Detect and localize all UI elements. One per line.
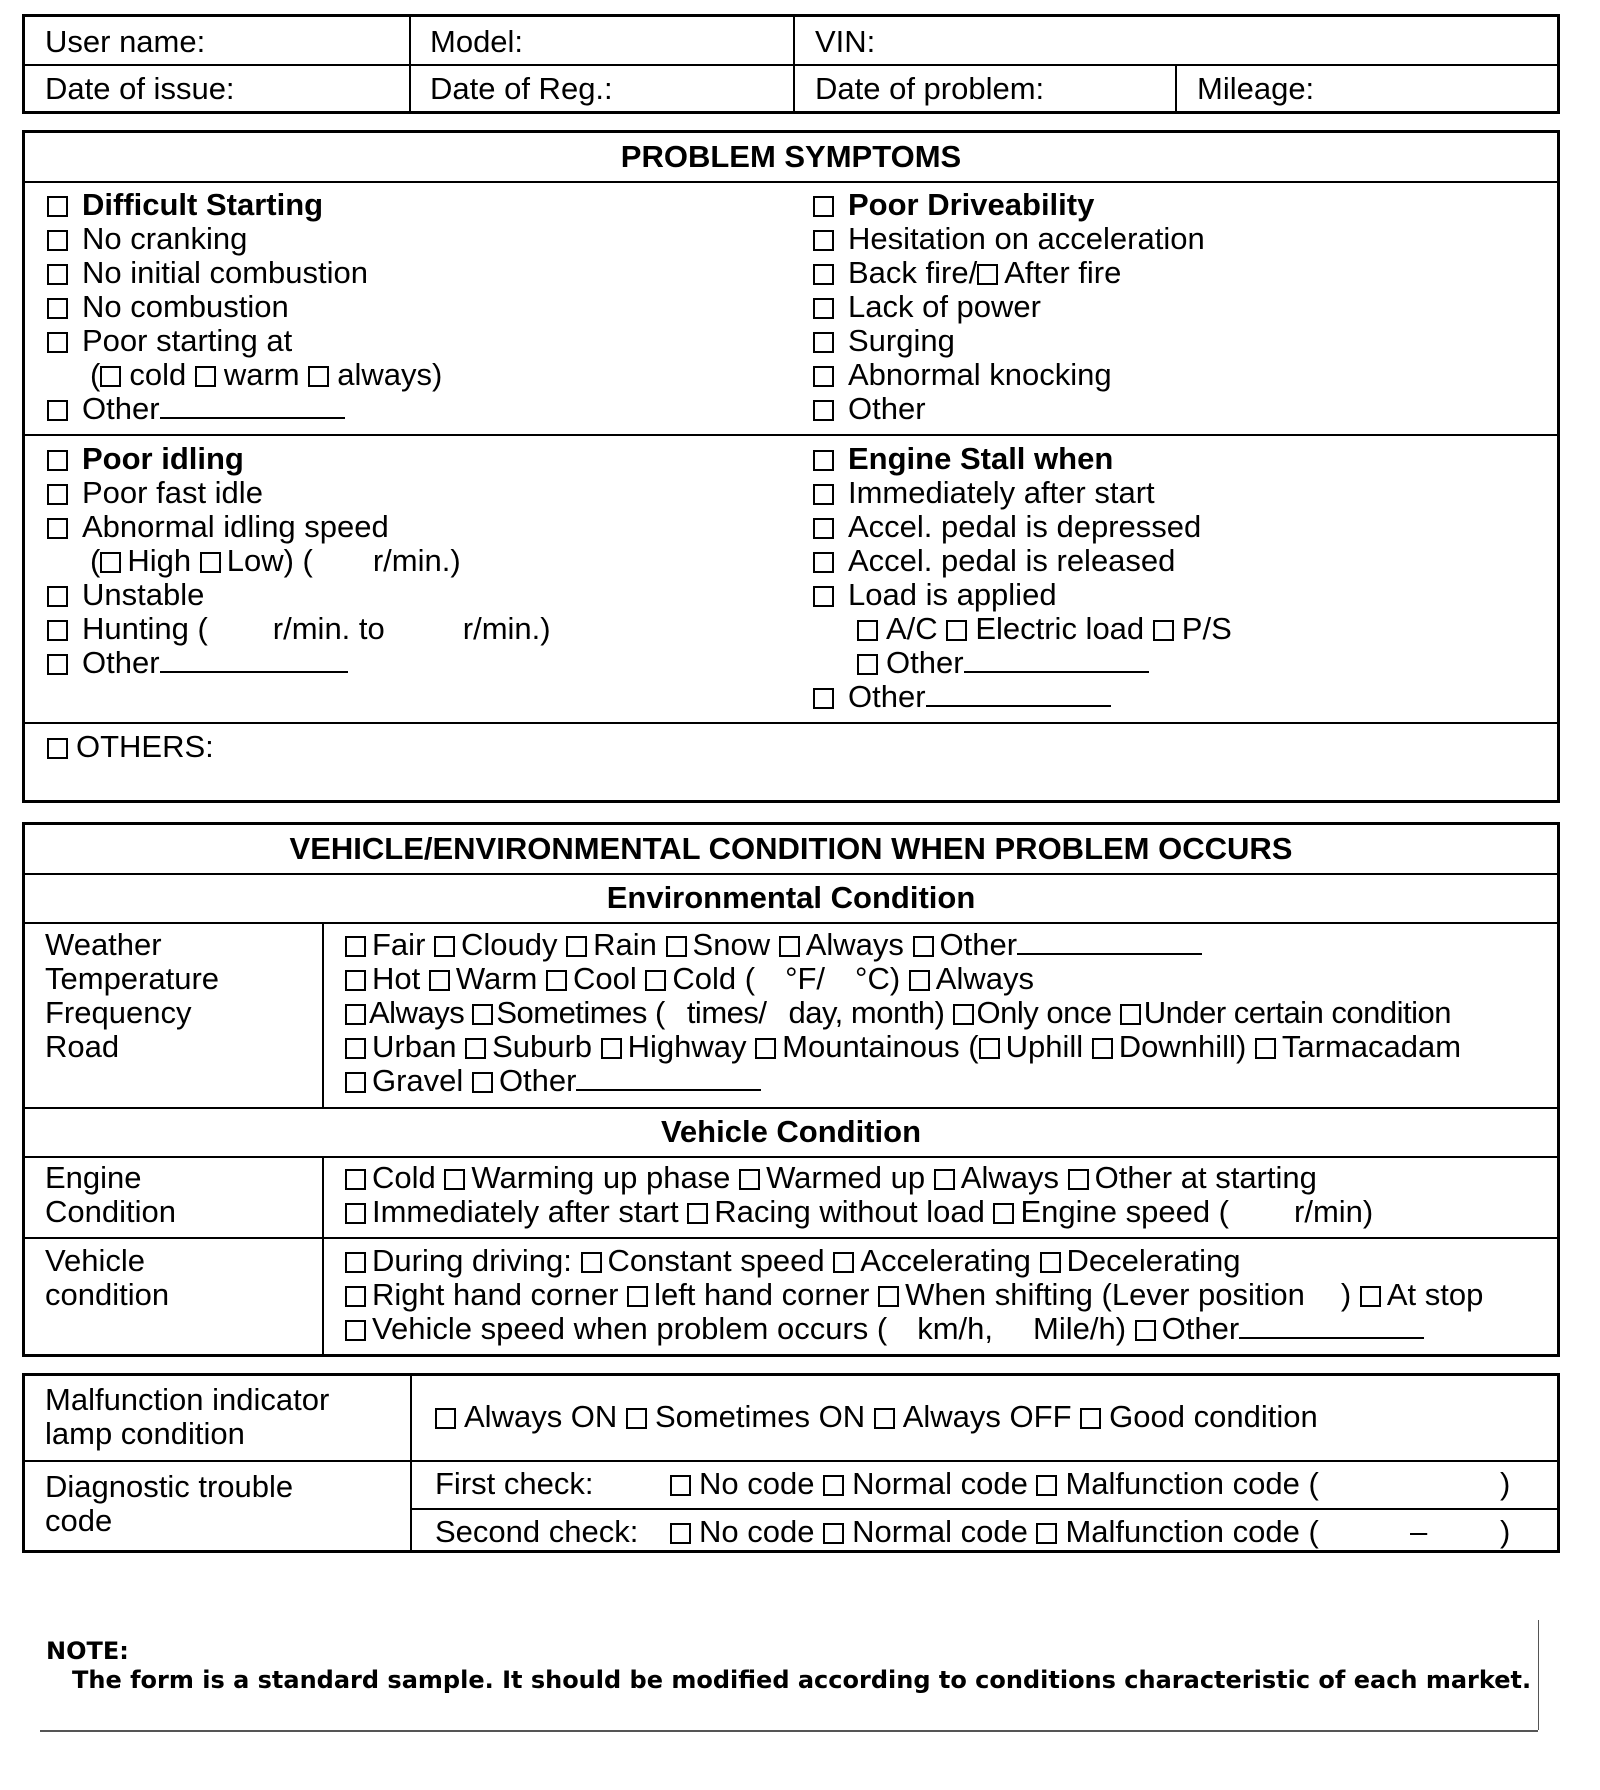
others[interactable]: OTHERS:: [47, 730, 214, 764]
checkbox[interactable]: [47, 298, 68, 319]
road-label: Road: [45, 1029, 120, 1064]
checkbox[interactable]: [47, 738, 68, 759]
checkbox[interactable]: [47, 450, 68, 471]
model-field[interactable]: Model:: [430, 24, 524, 59]
checkbox[interactable]: [813, 450, 834, 471]
problem-symptoms-table: [22, 130, 1560, 803]
env-condition-title: Environmental Condition: [606, 880, 976, 915]
checkbox-always-on[interactable]: [435, 1408, 456, 1429]
stall-immediately[interactable]: Immediately after start: [813, 476, 1155, 510]
checkbox-suburb[interactable]: [465, 1038, 486, 1059]
poor-starting-at[interactable]: Poor starting at: [47, 324, 292, 358]
checkbox[interactable]: [813, 552, 834, 573]
checkbox-uphill[interactable]: [979, 1038, 1000, 1059]
date-of-issue-field[interactable]: Date of issue:: [45, 71, 235, 106]
vin-field[interactable]: VIN:: [815, 24, 876, 59]
checkbox[interactable]: [813, 688, 834, 709]
checkbox-malfunction-code[interactable]: [1036, 1523, 1057, 1544]
checkbox-warm[interactable]: [195, 366, 216, 387]
idling-other[interactable]: Other: [47, 646, 348, 680]
no-initial-combustion[interactable]: No initial combustion: [47, 256, 368, 290]
poor-starting-options: ( cold warm always): [90, 357, 443, 392]
weather-label: Weather: [45, 927, 162, 962]
dtc-label-2: code: [45, 1503, 113, 1538]
checkbox[interactable]: [813, 264, 834, 285]
header-table: [22, 14, 1560, 114]
checkbox-during[interactable]: [345, 1252, 366, 1273]
vehicle-label-2: condition: [45, 1277, 170, 1312]
checkbox-ac[interactable]: [857, 620, 878, 641]
unstable[interactable]: Unstable: [47, 578, 204, 612]
idling-speed-options: ( High Low) ( r/min.): [90, 543, 461, 578]
checkbox-fair[interactable]: [345, 936, 366, 957]
checkbox-mountainous[interactable]: [755, 1038, 776, 1059]
mileage-field[interactable]: Mileage:: [1197, 71, 1315, 106]
checkbox-cloudy[interactable]: [434, 936, 455, 957]
note-text: The form is a standard sample. It should be modified according to conditions characteristic of each market.: [72, 1666, 1532, 1694]
checkbox-ps[interactable]: [1153, 620, 1174, 641]
checkbox-constant[interactable]: [581, 1252, 602, 1273]
checkbox[interactable]: [47, 620, 68, 641]
checkbox-other[interactable]: [913, 936, 934, 957]
checkbox-hot[interactable]: [345, 970, 366, 991]
temperature-options: Hot Warm Cool Cold ( °F/ °C) Always: [345, 962, 1034, 996]
note-heading: NOTE:: [46, 1637, 129, 1665]
checkbox-electric-load[interactable]: [946, 620, 967, 641]
weather-options: Fair Cloudy Rain Snow Always Other: [345, 928, 1202, 962]
checkbox-good[interactable]: [1080, 1408, 1101, 1429]
checkbox-always[interactable]: [934, 1169, 955, 1190]
vehicle-options-3: Vehicle speed when problem occurs ( km/h, Mile/h) Other: [345, 1312, 1424, 1346]
checkbox-left-corner[interactable]: [627, 1286, 648, 1307]
date-of-reg-field[interactable]: Date of Reg.:: [430, 71, 613, 106]
first-check-options: No code Normal code Malfunction code (: [670, 1467, 1319, 1501]
mil-options: Always ON Sometimes ON Always OFF Good condition: [435, 1400, 1318, 1434]
vehicle-env-title: VEHICLE/ENVIRONMENTAL CONDITION WHEN PROBLEM OCCURS: [289, 831, 1293, 866]
checkbox-cool[interactable]: [546, 970, 567, 991]
frequency-label: Frequency: [45, 995, 192, 1030]
road-options-2: Gravel Other: [345, 1064, 761, 1098]
abnormal-idling-speed[interactable]: Abnormal idling speed: [47, 510, 389, 544]
stall-other[interactable]: Other: [813, 680, 1111, 714]
checkbox-racing[interactable]: [687, 1203, 708, 1224]
checkbox-cold[interactable]: [345, 1169, 366, 1190]
second-check-close: ): [1500, 1514, 1511, 1549]
problem-symptoms-title: PROBLEM SYMPTOMS: [620, 139, 962, 174]
vehicle-environment-table: [22, 822, 1560, 1357]
checkbox[interactable]: [813, 586, 834, 607]
surging[interactable]: Surging: [813, 324, 955, 358]
hesitation[interactable]: Hesitation on acceleration: [813, 222, 1205, 256]
hunting[interactable]: Hunting ( r/min. to r/min.): [47, 612, 551, 646]
date-of-problem-field[interactable]: Date of problem:: [815, 71, 1045, 106]
checkbox-normal-code[interactable]: [823, 1475, 844, 1496]
first-check-close: ): [1500, 1466, 1511, 1501]
checkbox-malfunction-code[interactable]: [1036, 1475, 1057, 1496]
checkbox-normal-code[interactable]: [823, 1523, 844, 1544]
stall-released[interactable]: Accel. pedal is released: [813, 544, 1175, 578]
checkbox-immediately[interactable]: [345, 1203, 366, 1224]
checkbox[interactable]: [47, 518, 68, 539]
checkbox-vehicle-speed[interactable]: [345, 1320, 366, 1341]
second-check-dash: –: [1410, 1514, 1428, 1549]
checkbox-always[interactable]: [345, 1004, 366, 1025]
checkbox[interactable]: [47, 484, 68, 505]
checkbox-always[interactable]: [909, 970, 930, 991]
poor-driveability[interactable]: Poor Driveability: [813, 188, 1094, 222]
checkbox[interactable]: [813, 366, 834, 387]
back-fire[interactable]: Back fire/ After fire: [813, 256, 1121, 290]
checkbox-urban[interactable]: [345, 1038, 366, 1059]
checkbox-snow[interactable]: [666, 936, 687, 957]
checkbox-accelerating[interactable]: [833, 1252, 854, 1273]
checkbox-other-starting[interactable]: [1068, 1169, 1089, 1190]
road-options: Urban Suburb Highway Mountainous ( Uphill Downhill) Tarmacadam: [345, 1030, 1461, 1064]
checkbox-sometimes-on[interactable]: [626, 1408, 647, 1429]
note-right-rule: [1538, 1620, 1539, 1730]
mil-label-2: lamp condition: [45, 1416, 245, 1451]
checkbox[interactable]: [47, 196, 68, 217]
checkbox-rain[interactable]: [566, 936, 587, 957]
checkbox-right-corner[interactable]: [345, 1286, 366, 1307]
checkbox-warm[interactable]: [429, 970, 450, 991]
dtc-label: Diagnostic trouble: [45, 1469, 294, 1504]
checkbox-no-code[interactable]: [670, 1523, 691, 1544]
checkbox-decelerating[interactable]: [1040, 1252, 1061, 1273]
stall-depressed[interactable]: Accel. pedal is depressed: [813, 510, 1201, 544]
poor-fast-idle[interactable]: Poor fast idle: [47, 476, 263, 510]
checkbox-other[interactable]: [1135, 1320, 1156, 1341]
vehicle-label: Vehicle: [45, 1243, 145, 1278]
checkbox-only-once[interactable]: [953, 1004, 974, 1025]
checkbox-after-fire[interactable]: [977, 264, 998, 285]
checkbox-always[interactable]: [308, 366, 329, 387]
checkbox-low[interactable]: [200, 552, 221, 573]
checkbox[interactable]: [47, 332, 68, 353]
checkbox-always-off[interactable]: [874, 1408, 895, 1429]
abnormal-knocking[interactable]: Abnormal knocking: [813, 358, 1112, 392]
checkbox-no-code[interactable]: [670, 1475, 691, 1496]
engine-stall[interactable]: Engine Stall when: [813, 442, 1113, 476]
note-bottom-rule: [40, 1730, 1538, 1732]
checkbox-under-certain[interactable]: [1120, 1004, 1141, 1025]
checkbox[interactable]: [47, 400, 68, 421]
temperature-label: Temperature: [45, 961, 220, 996]
no-combustion[interactable]: No combustion: [47, 290, 289, 324]
lack-of-power[interactable]: Lack of power: [813, 290, 1041, 324]
poor-idling[interactable]: Poor idling: [47, 442, 244, 476]
checkbox-cold[interactable]: [100, 366, 121, 387]
second-check-label: Second check:: [435, 1514, 639, 1549]
first-check-label: First check:: [435, 1466, 594, 1501]
checkbox-tarmacadam[interactable]: [1255, 1038, 1276, 1059]
checkbox[interactable]: [813, 298, 834, 319]
checkbox[interactable]: [47, 586, 68, 607]
checkbox[interactable]: [857, 654, 878, 675]
checkbox[interactable]: [47, 264, 68, 285]
checkbox-other[interactable]: [472, 1072, 493, 1093]
engine-options: Cold Warming up phase Warmed up Always Other at starting: [345, 1161, 1317, 1195]
user-name-field[interactable]: User name:: [45, 24, 206, 59]
vehicle-options: During driving: Constant speed Accelerating Decelerating: [345, 1244, 1241, 1278]
no-cranking[interactable]: No cranking: [47, 222, 247, 256]
checkbox[interactable]: [813, 518, 834, 539]
checkbox-sometimes[interactable]: [472, 1004, 493, 1025]
stall-load-applied[interactable]: Load is applied: [813, 578, 1057, 612]
load-options: A/C Electric load P/S: [857, 612, 1232, 646]
vehicle-options-2: Right hand corner left hand corner When shifting (Lever position ) At stop: [345, 1278, 1483, 1312]
load-other[interactable]: Other: [857, 646, 1149, 680]
checkbox-warmed[interactable]: [739, 1169, 760, 1190]
checkbox[interactable]: [813, 230, 834, 251]
checkbox-shifting[interactable]: [878, 1286, 899, 1307]
checkbox-gravel[interactable]: [345, 1072, 366, 1093]
mil-label: Malfunction indicator: [45, 1382, 330, 1417]
checkbox-cold[interactable]: [645, 970, 666, 991]
checkbox[interactable]: [813, 484, 834, 505]
checkbox[interactable]: [813, 400, 834, 421]
difficult-starting-other[interactable]: Other: [47, 392, 345, 426]
engine-options-2: Immediately after start Racing without load Engine speed ( r/min): [345, 1195, 1373, 1229]
checkbox-downhill[interactable]: [1092, 1038, 1113, 1059]
vehicle-condition-title: Vehicle Condition: [660, 1114, 922, 1149]
difficult-starting[interactable]: Difficult Starting: [47, 188, 323, 222]
engine-label: Engine: [45, 1160, 142, 1195]
checkbox-warming[interactable]: [444, 1169, 465, 1190]
checkbox-engine-speed[interactable]: [993, 1203, 1014, 1224]
checkbox[interactable]: [813, 196, 834, 217]
engine-label-2: Condition: [45, 1194, 176, 1229]
checkbox[interactable]: [813, 332, 834, 353]
checkbox-highway[interactable]: [601, 1038, 622, 1059]
checkbox-always[interactable]: [779, 936, 800, 957]
checkbox[interactable]: [47, 230, 68, 251]
mil-dtc-table: [22, 1373, 1560, 1553]
checkbox[interactable]: [47, 654, 68, 675]
checkbox-at-stop[interactable]: [1360, 1286, 1381, 1307]
frequency-options: Always Sometimes ( times/ day, month) Only once Under certain condition: [345, 996, 1451, 1030]
second-check-options: No code Normal code Malfunction code (: [670, 1515, 1319, 1549]
driveability-other[interactable]: Other: [813, 392, 926, 426]
checkbox-high[interactable]: [100, 552, 121, 573]
